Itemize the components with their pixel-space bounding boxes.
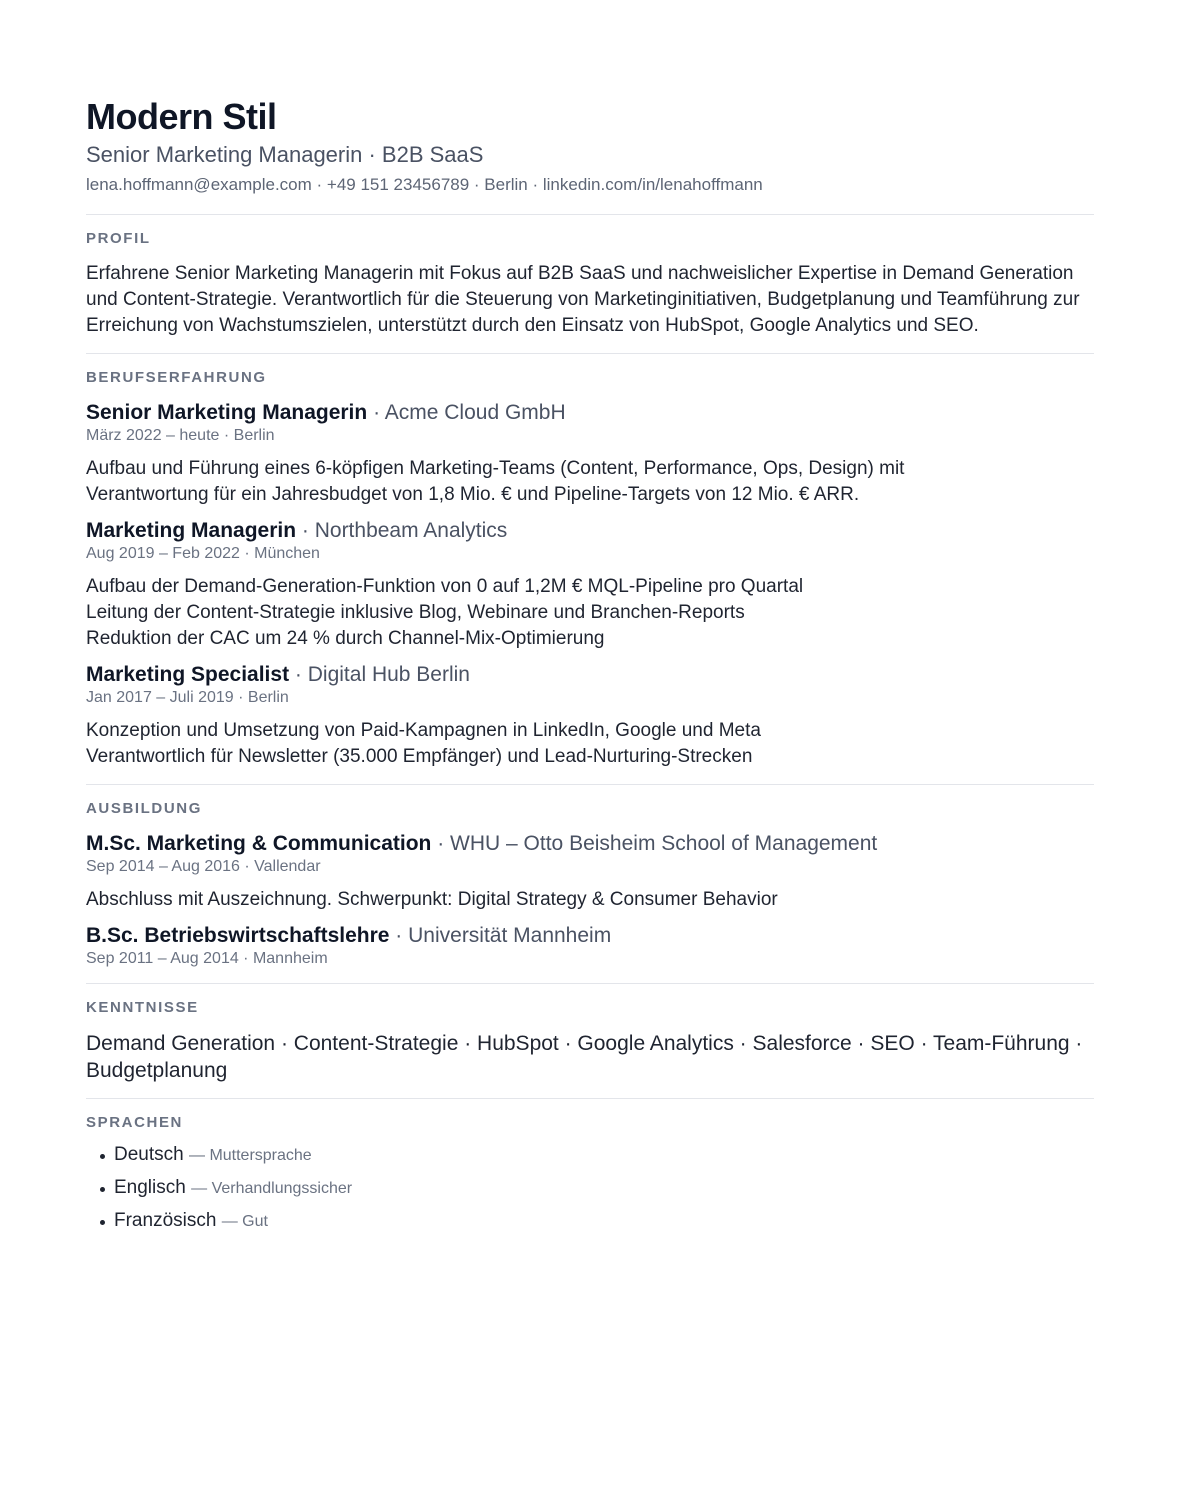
language-item <box>100 1139 1094 1172</box>
separator: — <box>188 1147 210 1164</box>
entry-line: Aufbau der Demand-Generation-Funktion von 0 auf 1,2M € MQL-Pipeline pro Quartal <box>86 576 804 597</box>
separator: · <box>294 663 308 686</box>
entry-heading <box>86 831 1094 857</box>
language-level: Gut <box>242 1213 268 1230</box>
job-title: Marketing Managerin <box>86 519 297 542</box>
job-title: Senior Marketing Managerin <box>86 401 368 424</box>
section-title: PROFIL <box>86 230 151 247</box>
entry-line: Konzeption und Umsetzung von Paid-Kampagnen in LinkedIn, Google und Meta <box>86 720 761 741</box>
entry-line: Abschluss mit Auszeichnung. Schwerpunkt: Digital Strategy & Consumer Behavior <box>86 889 778 910</box>
skills-text: Demand Generation · Content-Strategie · HubSpot · Google Analytics · Salesforce · SEO · Team-Führung · Budgetplanung <box>86 1032 1083 1082</box>
separator: — <box>221 1213 243 1230</box>
degree-title: B.Sc. Betriebswirtschaftslehre <box>86 924 390 947</box>
language-level: Muttersprache <box>209 1147 312 1164</box>
experience-entry <box>86 518 1094 652</box>
profile-section <box>86 215 1094 353</box>
degree-title: M.Sc. Marketing & Communication <box>86 832 432 855</box>
candidate-headline: Senior Marketing Managerin · B2B SaaS <box>86 142 484 167</box>
entry-meta: Sep 2014 – Aug 2016 · Vallendar <box>86 858 321 875</box>
language-item <box>100 1172 1094 1205</box>
experience-section <box>86 354 1094 784</box>
language-name: Englisch <box>114 1177 186 1198</box>
separator: · <box>395 924 409 947</box>
section-title: BERUFSERFAHRUNG <box>86 369 267 386</box>
entry-line: Aufbau und Führung eines 6-köpfigen Marketing-Teams (Content, Performance, Ops, Design) mit <box>86 458 905 479</box>
language-name: Deutsch <box>114 1144 184 1165</box>
bullet-icon <box>100 1154 105 1159</box>
skills-section <box>86 984 1094 1098</box>
section-title: SPRACHEN <box>86 1114 183 1131</box>
entry-heading <box>86 662 1094 688</box>
entry-line: Leitung der Content-Strategie inklusive Blog, Webinare und Branchen-Reports <box>86 602 745 623</box>
entry-meta: Jan 2017 – Juli 2019 · Berlin <box>86 689 289 706</box>
job-title: Marketing Specialist <box>86 663 290 686</box>
languages-section <box>86 1099 1094 1252</box>
entry-line: Verantwortung für ein Jahresbudget von 1,8 Mio. € und Pipeline-Targets von 12 Mio. € ARR. <box>86 484 860 505</box>
entry-heading <box>86 400 1094 426</box>
separator: — <box>191 1180 212 1197</box>
bullet-icon <box>100 1220 105 1225</box>
entry-line: Reduktion der CAC um 24 % durch Channel-Mix-Optimierung <box>86 628 605 649</box>
company-name: Acme Cloud GmbH <box>384 401 566 424</box>
contact-line: lena.hoffmann@example.com · +49 151 23456789 · Berlin · linkedin.com/in/lenahoffmann <box>86 175 763 194</box>
entry-heading <box>86 518 1094 544</box>
profile-text: Erfahrene Senior Marketing Managerin mit Fokus auf B2B SaaS und nachweislicher Expertise in Demand Generation und Content-Strategie. Verantwortlich für die Steuerung von Marketinginitiativen, Budgetplanung und Teamführung zur Erreichung von Wachstumszielen, unterstützt durch den Einsatz von HubSpot, Google Analytics und SEO. <box>86 263 1080 336</box>
institution-name: WHU – Otto Beisheim School of Management <box>450 832 878 855</box>
resume-header <box>86 96 1094 198</box>
language-name: Französisch <box>114 1210 217 1231</box>
separator: · <box>437 832 451 855</box>
education-entry <box>86 831 1094 913</box>
experience-entry <box>86 400 1094 508</box>
company-name: Northbeam Analytics <box>314 519 508 542</box>
education-section <box>86 785 1094 983</box>
section-title: KENNTNISSE <box>86 999 199 1016</box>
education-entry <box>86 923 1094 969</box>
candidate-name: Modern Stil <box>86 96 277 137</box>
language-list <box>86 1139 1094 1238</box>
bullet-icon <box>100 1187 105 1192</box>
separator: · <box>373 401 385 424</box>
institution-name: Universität Mannheim <box>408 924 612 947</box>
entry-heading <box>86 923 1094 949</box>
entry-meta: März 2022 – heute · Berlin <box>86 427 275 444</box>
entry-meta: Sep 2011 – Aug 2014 · Mannheim <box>86 950 328 967</box>
separator: · <box>301 519 315 542</box>
language-item <box>100 1205 1094 1238</box>
section-title: AUSBILDUNG <box>86 800 202 817</box>
language-level: Verhandlungssicher <box>211 1180 353 1197</box>
entry-meta: Aug 2019 – Feb 2022 · München <box>86 545 320 562</box>
company-name: Digital Hub Berlin <box>307 663 470 686</box>
entry-line: Verantwortlich für Newsletter (35.000 Empfänger) und Lead-Nurturing-Strecken <box>86 746 753 767</box>
experience-entry <box>86 662 1094 770</box>
